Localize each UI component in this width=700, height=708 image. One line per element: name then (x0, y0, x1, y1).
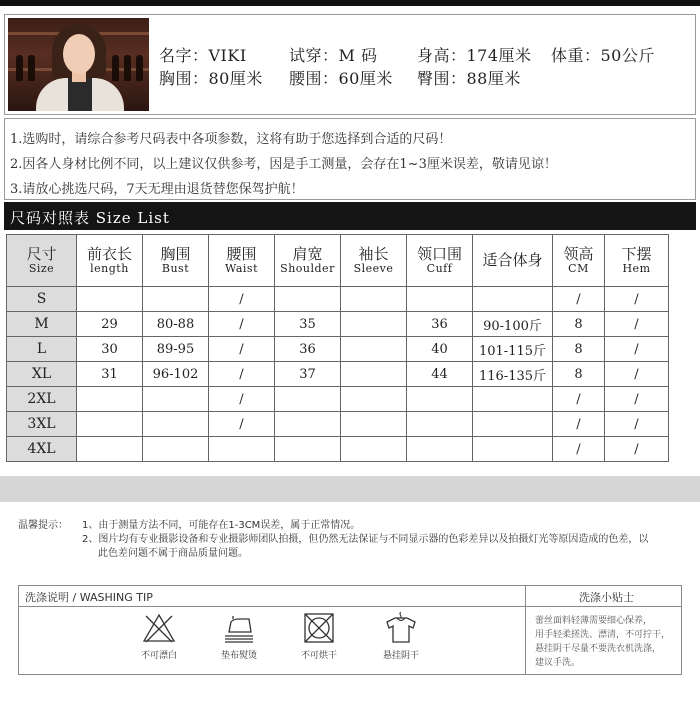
table-cell (341, 337, 407, 362)
table-cell: 36 (275, 337, 341, 362)
table-cell: / (553, 412, 605, 437)
washing-advice-title: 洗涤小贴士 (579, 591, 634, 604)
table-header-cell (77, 235, 143, 287)
advice-line: 蕾丝面料轻薄需要细心保养， (535, 616, 653, 626)
wash-item-hang-dry (361, 612, 441, 661)
washing-advice (535, 614, 675, 670)
header-label-en: Size (28, 261, 55, 275)
table-cell: 29 (77, 312, 143, 337)
table-cell (275, 412, 341, 437)
header-label-cn: 肩宽 (292, 244, 323, 263)
table-cell (407, 437, 473, 462)
table-header-cell (341, 235, 407, 287)
table-cell: / (209, 387, 275, 412)
table-cell (77, 287, 143, 312)
table-header-cell (407, 235, 473, 287)
table-cell (473, 287, 553, 312)
table-row (7, 412, 669, 437)
purchase-notes (4, 118, 696, 200)
wash-item-iron (199, 612, 279, 661)
header-label-cn: 腰围 (226, 244, 257, 263)
table-cell (407, 287, 473, 312)
header-label-cn: 领口围 (416, 244, 462, 263)
table-row (7, 287, 669, 312)
header-label-cn: 前衣长 (86, 244, 132, 263)
no-bleach-icon (142, 612, 176, 644)
table-cell: / (209, 287, 275, 312)
table-cell (341, 362, 407, 387)
table-cell (143, 287, 209, 312)
wash-label: 垫布熨烫 (220, 651, 257, 661)
table-header-cell (7, 235, 77, 287)
wash-label: 不可漂白 (140, 651, 177, 661)
table-cell: / (605, 437, 669, 462)
table-cell: / (605, 387, 669, 412)
header-label-cn: 胸围 (160, 244, 191, 263)
table-row (7, 337, 669, 362)
table-cell (77, 387, 143, 412)
table-cell (341, 312, 407, 337)
header-label-en: Bust (161, 261, 190, 275)
table-cell: / (553, 437, 605, 462)
header-label-en: Cuff (426, 261, 453, 275)
model-chest: 胸围：80厘米 (159, 69, 263, 88)
table-cell (77, 412, 143, 437)
model-photo (8, 18, 149, 111)
table-cell (143, 437, 209, 462)
table-cell: 35 (275, 312, 341, 337)
tips-line-2: 2、图片均有专业摄影设备和专业摄影师团队拍摄，但仍然无法保证与不同显示器的色彩差异以及拍摄灯光等原因造成的色差，以 (82, 534, 649, 545)
table-cell: 96-102 (143, 362, 209, 387)
header-label-cn: 领高 (563, 244, 594, 263)
table-row (7, 437, 669, 462)
iron-with-cloth-icon (221, 612, 257, 644)
advice-line: 用手轻柔搓洗、漂清，不可拧干， (535, 630, 671, 640)
header-label-cn: 下摆 (621, 244, 652, 263)
table-cell: / (605, 362, 669, 387)
table-cell: 30 (77, 337, 143, 362)
model-trial-size: 试穿：M 码 (289, 46, 378, 65)
wash-item-no-tumble-dry (279, 612, 359, 661)
table-cell (341, 387, 407, 412)
table-cell: 101-115斤 (473, 337, 553, 362)
table-cell: / (209, 337, 275, 362)
table-cell: / (209, 362, 275, 387)
table-cell (341, 287, 407, 312)
table-cell: 40 (407, 337, 473, 362)
table-cell: 44 (407, 362, 473, 387)
table-cell (341, 412, 407, 437)
model-waist: 腰围：60厘米 (289, 69, 393, 88)
table-cell: 37 (275, 362, 341, 387)
table-row (7, 387, 669, 412)
table-cell: / (605, 287, 669, 312)
table-cell (143, 412, 209, 437)
table-cell: 80-88 (143, 312, 209, 337)
advice-line: 悬挂阴干尽量不要洗衣机洗涤， (535, 644, 662, 654)
size-label-cell: 4XL (7, 437, 77, 462)
table-cell (209, 437, 275, 462)
header-label-en: Sleeve (353, 261, 394, 275)
top-bar (0, 0, 700, 6)
table-header-cell (143, 235, 209, 287)
table-cell (473, 412, 553, 437)
model-name: 名字：VIKI (159, 46, 247, 65)
table-cell: 8 (553, 337, 605, 362)
table-cell (275, 287, 341, 312)
table-cell (275, 387, 341, 412)
washing-tip-panel (18, 585, 682, 675)
wash-label: 不可烘干 (300, 651, 337, 661)
section-divider (0, 476, 700, 502)
table-cell: 8 (553, 362, 605, 387)
model-info-panel (4, 14, 696, 115)
no-tumble-dry-icon (302, 612, 336, 644)
header-label-cn: 袖长 (358, 244, 389, 263)
size-label-cell: M (7, 312, 77, 337)
size-label-cell: S (7, 287, 77, 312)
table-cell (473, 437, 553, 462)
header-label-en: length (90, 261, 129, 275)
table-row (7, 312, 669, 337)
table-cell: / (605, 412, 669, 437)
table-cell: / (605, 337, 669, 362)
table-cell (77, 437, 143, 462)
header-label-cn: 尺寸 (26, 244, 57, 263)
table-cell: / (209, 312, 275, 337)
table-row (7, 362, 669, 387)
hang-dry-icon (383, 612, 419, 644)
header-label-en: Shoulder (280, 261, 335, 275)
size-label-cell: 2XL (7, 387, 77, 412)
wash-label: 悬挂阴干 (382, 651, 419, 661)
tips-line-3: 此色差问题不属于商品质量问题。 (98, 548, 248, 559)
table-header-cell (209, 235, 275, 287)
note-2: 2.因各人身材比例不同，以上建议仅供参考，因是手工测量，会存在1~3厘米误差，敬请见谅！ (10, 157, 557, 172)
advice-line: 建议手洗。 (535, 658, 581, 668)
tips-title: 温馨提示： (18, 520, 68, 531)
note-1: 1.选购时，请综合参考尺码表中各项参数，这将有助于您选择到合适的尺码！ (10, 132, 452, 147)
table-header-cell (605, 235, 669, 287)
table-cell (275, 437, 341, 462)
table-cell: 8 (553, 312, 605, 337)
table-cell (143, 387, 209, 412)
table-cell: 36 (407, 312, 473, 337)
table-cell: / (553, 387, 605, 412)
size-table (6, 234, 669, 462)
table-cell: 116-135斤 (473, 362, 553, 387)
table-cell (341, 437, 407, 462)
table-header-cell (473, 235, 553, 287)
model-weight: 体重：50公斤 (551, 46, 655, 65)
table-cell (473, 387, 553, 412)
table-header-cell (275, 235, 341, 287)
size-list-title: 尺码对照表 Size List (10, 209, 170, 227)
header-label-cn: 适合体身 (482, 250, 543, 269)
note-3: 3.请放心挑选尺码，7天无理由退货替您保驾护航！ (10, 182, 304, 197)
table-header-cell (553, 235, 605, 287)
size-label-cell: L (7, 337, 77, 362)
model-height: 身高：174厘米 (417, 46, 532, 65)
size-label-cell: 3XL (7, 412, 77, 437)
size-list-header (4, 202, 696, 230)
table-cell: 89-95 (143, 337, 209, 362)
table-cell: / (553, 287, 605, 312)
table-cell: / (209, 412, 275, 437)
table-cell (407, 412, 473, 437)
table-cell: 90-100斤 (473, 312, 553, 337)
model-hips: 臀围：88厘米 (417, 69, 521, 88)
table-cell (407, 387, 473, 412)
header-label-en: Hem (622, 261, 651, 275)
header-label-en: CM (568, 261, 589, 275)
washing-tip-title: 洗涤说明 / WASHING TIP (25, 591, 153, 604)
header-label-en: Waist (225, 261, 258, 275)
table-cell: 31 (77, 362, 143, 387)
wash-item-no-bleach (119, 612, 199, 661)
table-cell: / (605, 312, 669, 337)
tips-line-1: 1、由于测量方法不同，可能存在1-3CM误差，属于正常情况。 (82, 520, 361, 531)
size-label-cell: XL (7, 362, 77, 387)
